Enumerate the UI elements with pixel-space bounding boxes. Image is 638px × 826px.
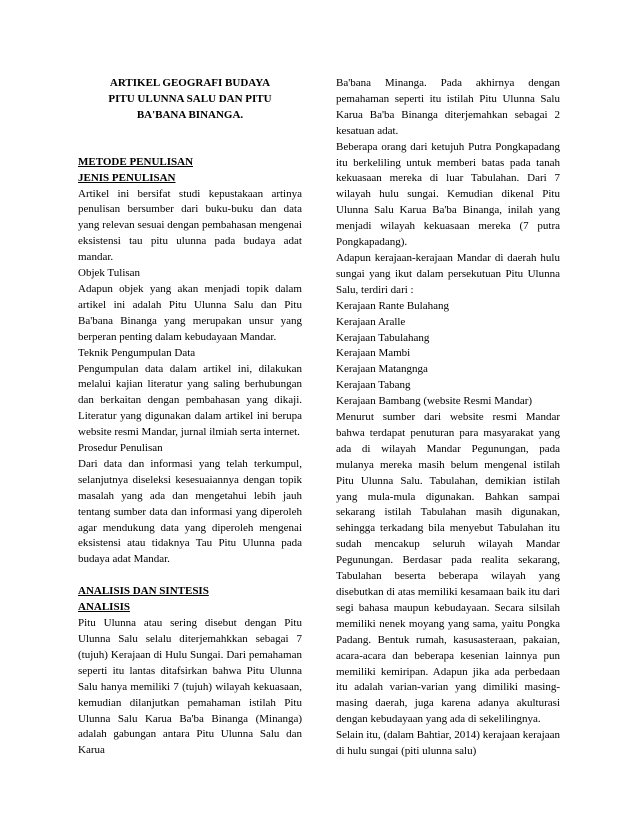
paragraph-jenis: Artikel ini bersifat studi kepustakaan artinya penulisan bersumber dari buku-buku dan data yang relevan sesuai dengan pembahasan mengenai eksistensi tau pitu ulunna pada budaya adat mandar. <box>78 187 302 264</box>
heading-metode-penulisan: METODE PENULISAN <box>78 155 194 168</box>
list-item: Kerajaan Bambang (website Resmi Mandar) <box>336 395 533 408</box>
right-column <box>336 76 560 760</box>
paragraph-right-3: Adapun kerajaan-kerajaan Mandar di daerah hulu sungai yang ikut dalam persekutuan Pitu Ulunna Salu, terdiri dari : <box>336 251 560 296</box>
paragraph-prosedur: Dari data dan informasi yang telah terkumpul, selanjutnya diseleksi kesesuaiannya dengan topik masalah yang ada dan mengetahui lebih jauh tentang sumber data dan informasi yang diperoleh agar mendukung data yang diperoleh mengenai eksistensi atau tidaknya Tau Pitu Ulunna pada budaya adat Mandar. <box>78 457 302 566</box>
paragraph-analisis: Pitu Ulunna atau sering disebut dengan Pitu Ulunna Salu selalu diterjemahkkan sebagai 7 (tujuh) Kerajaan di Hulu Sungai. Dari pemahaman seperti itu lantas ditafsirkan bahwa Pitu Ulunna Salu hanya memiliki 7 (tujuh) wilayah kekuasaan, kemudian dilanjutkan pemahaman istilah Pitu Ulunna Salu Karua Ba'ba Binanga (Minanga) adalah gabungan antara Pitu Ulunna Salu dan Karua <box>78 617 302 757</box>
spacer <box>78 568 302 584</box>
heading-analisis: ANALISIS <box>78 601 130 614</box>
list-item: Kerajaan Rante Bulahang <box>336 299 450 312</box>
list-item: Kerajaan Aralle <box>336 315 406 328</box>
article-title <box>78 76 302 124</box>
label-objek-tulisan: Objek Tulisan <box>78 267 141 280</box>
heading-analisis-sintesis: ANALISIS DAN SINTESIS <box>78 585 209 598</box>
list-item: Kerajaan Tabang <box>336 379 411 392</box>
paragraph-right-2: Beberapa orang dari ketujuh Putra Pongkapadang itu berkeliling untuk memberi batas pada tanah kekuasaan mereka di luar Tabulahan. Dari 7 wilayah hulu sungai. Kemudian dikenal Pitu Ulunna Salu Karua Ba'ba Binanga, inilah yang menjadi wilayah kekuasaan mereka (7 putra Pongkapadang). <box>336 140 560 249</box>
title-line-2: PITU ULUNNA SALU DAN PITU <box>108 92 272 105</box>
paragraph-objek: Adapun objek yang akan menjadi topik dalam artikel ini adalah Pitu Ulunna Salu dan Pitu Ba'bana Binanga yang merupakan unsur yang berperan penting dalam kebudayaan Mandar. <box>78 282 302 343</box>
list-item: Kerajaan Matangnga <box>336 363 428 376</box>
heading-jenis-penulisan: JENIS PENULISAN <box>78 171 176 184</box>
left-column <box>78 76 302 759</box>
paragraph-right-4: Menurut sumber dari website resmi Mandar bahwa terdapat penuturan para masyarakat yang ada di wilayah Mandar Pegunungan, pada mulanya mereka masih belum mengenal istilah Pitu Ulunna Salu. Tabulahan, demikian istilah yang mula-mula digunakan. Bahkan sampai sekarang istilah Tabulahan masih digunakan, sehingga terkadang bila menyebut Tabulahan itu sudah mencakup seluruh wilayah Mandar Pegunungan. Berdasar pada realita sekarang, Tabulahan beserta beberapa wilayah yang disebutkan di atas memiliki kesamaan baik itu dari segi bahasa maupun kebudayaan. Secara silsilah memiliki nenek moyang yang sama, yaitu Pongka Padang. Bentuk rumah, kasusasteraan, pakaian, acara-acara dan beberapa kesenian lainnya pun memiliki kemiripan. Adapun jika ada perbedaan itu adalah varian-varian yang dimiliki masing-masing daerah, juga karena adanya akulturasi dengan kebudayaan yang ada di sekelilingnya. <box>336 411 560 726</box>
title-line-1: ARTIKEL GEOGRAFI BUDAYA <box>109 77 271 89</box>
list-item: Kerajaan Mambi <box>336 347 411 360</box>
paragraph-right-1: Ba'bana Minanga. Pada akhirnya dengan pemahaman seperti itu istilah Pitu Ulunna Salu Karua Ba'ba Binanga diterjemahkan sebagai 2 kesatuan adat. <box>336 77 560 137</box>
kingdom-list <box>336 299 560 410</box>
list-item: Kerajaan Tabulahang <box>336 331 430 344</box>
label-prosedur-penulisan: Prosedur Penulisan <box>78 442 163 455</box>
title-line-3: BA'BANA BINANGA. <box>136 108 244 121</box>
paragraph-teknik: Pengumpulan data dalam artikel ini, dilakukan melalui kajian literatur yang saling berhubungan dan berkaitan dengan pembahasan yang dikaji. Literatur yang digunakan dalam artikel ini berupa website resmi Mandar, jurnal ilmiah serta internet. <box>78 362 302 439</box>
paragraph-right-5: Selain itu, (dalam Bahtiar, 2014) kerajaan kerajaan di hulu sungai (piti ulunna salu) <box>336 729 560 758</box>
label-teknik-pengumpulan: Teknik Pengumpulan Data <box>78 346 196 359</box>
